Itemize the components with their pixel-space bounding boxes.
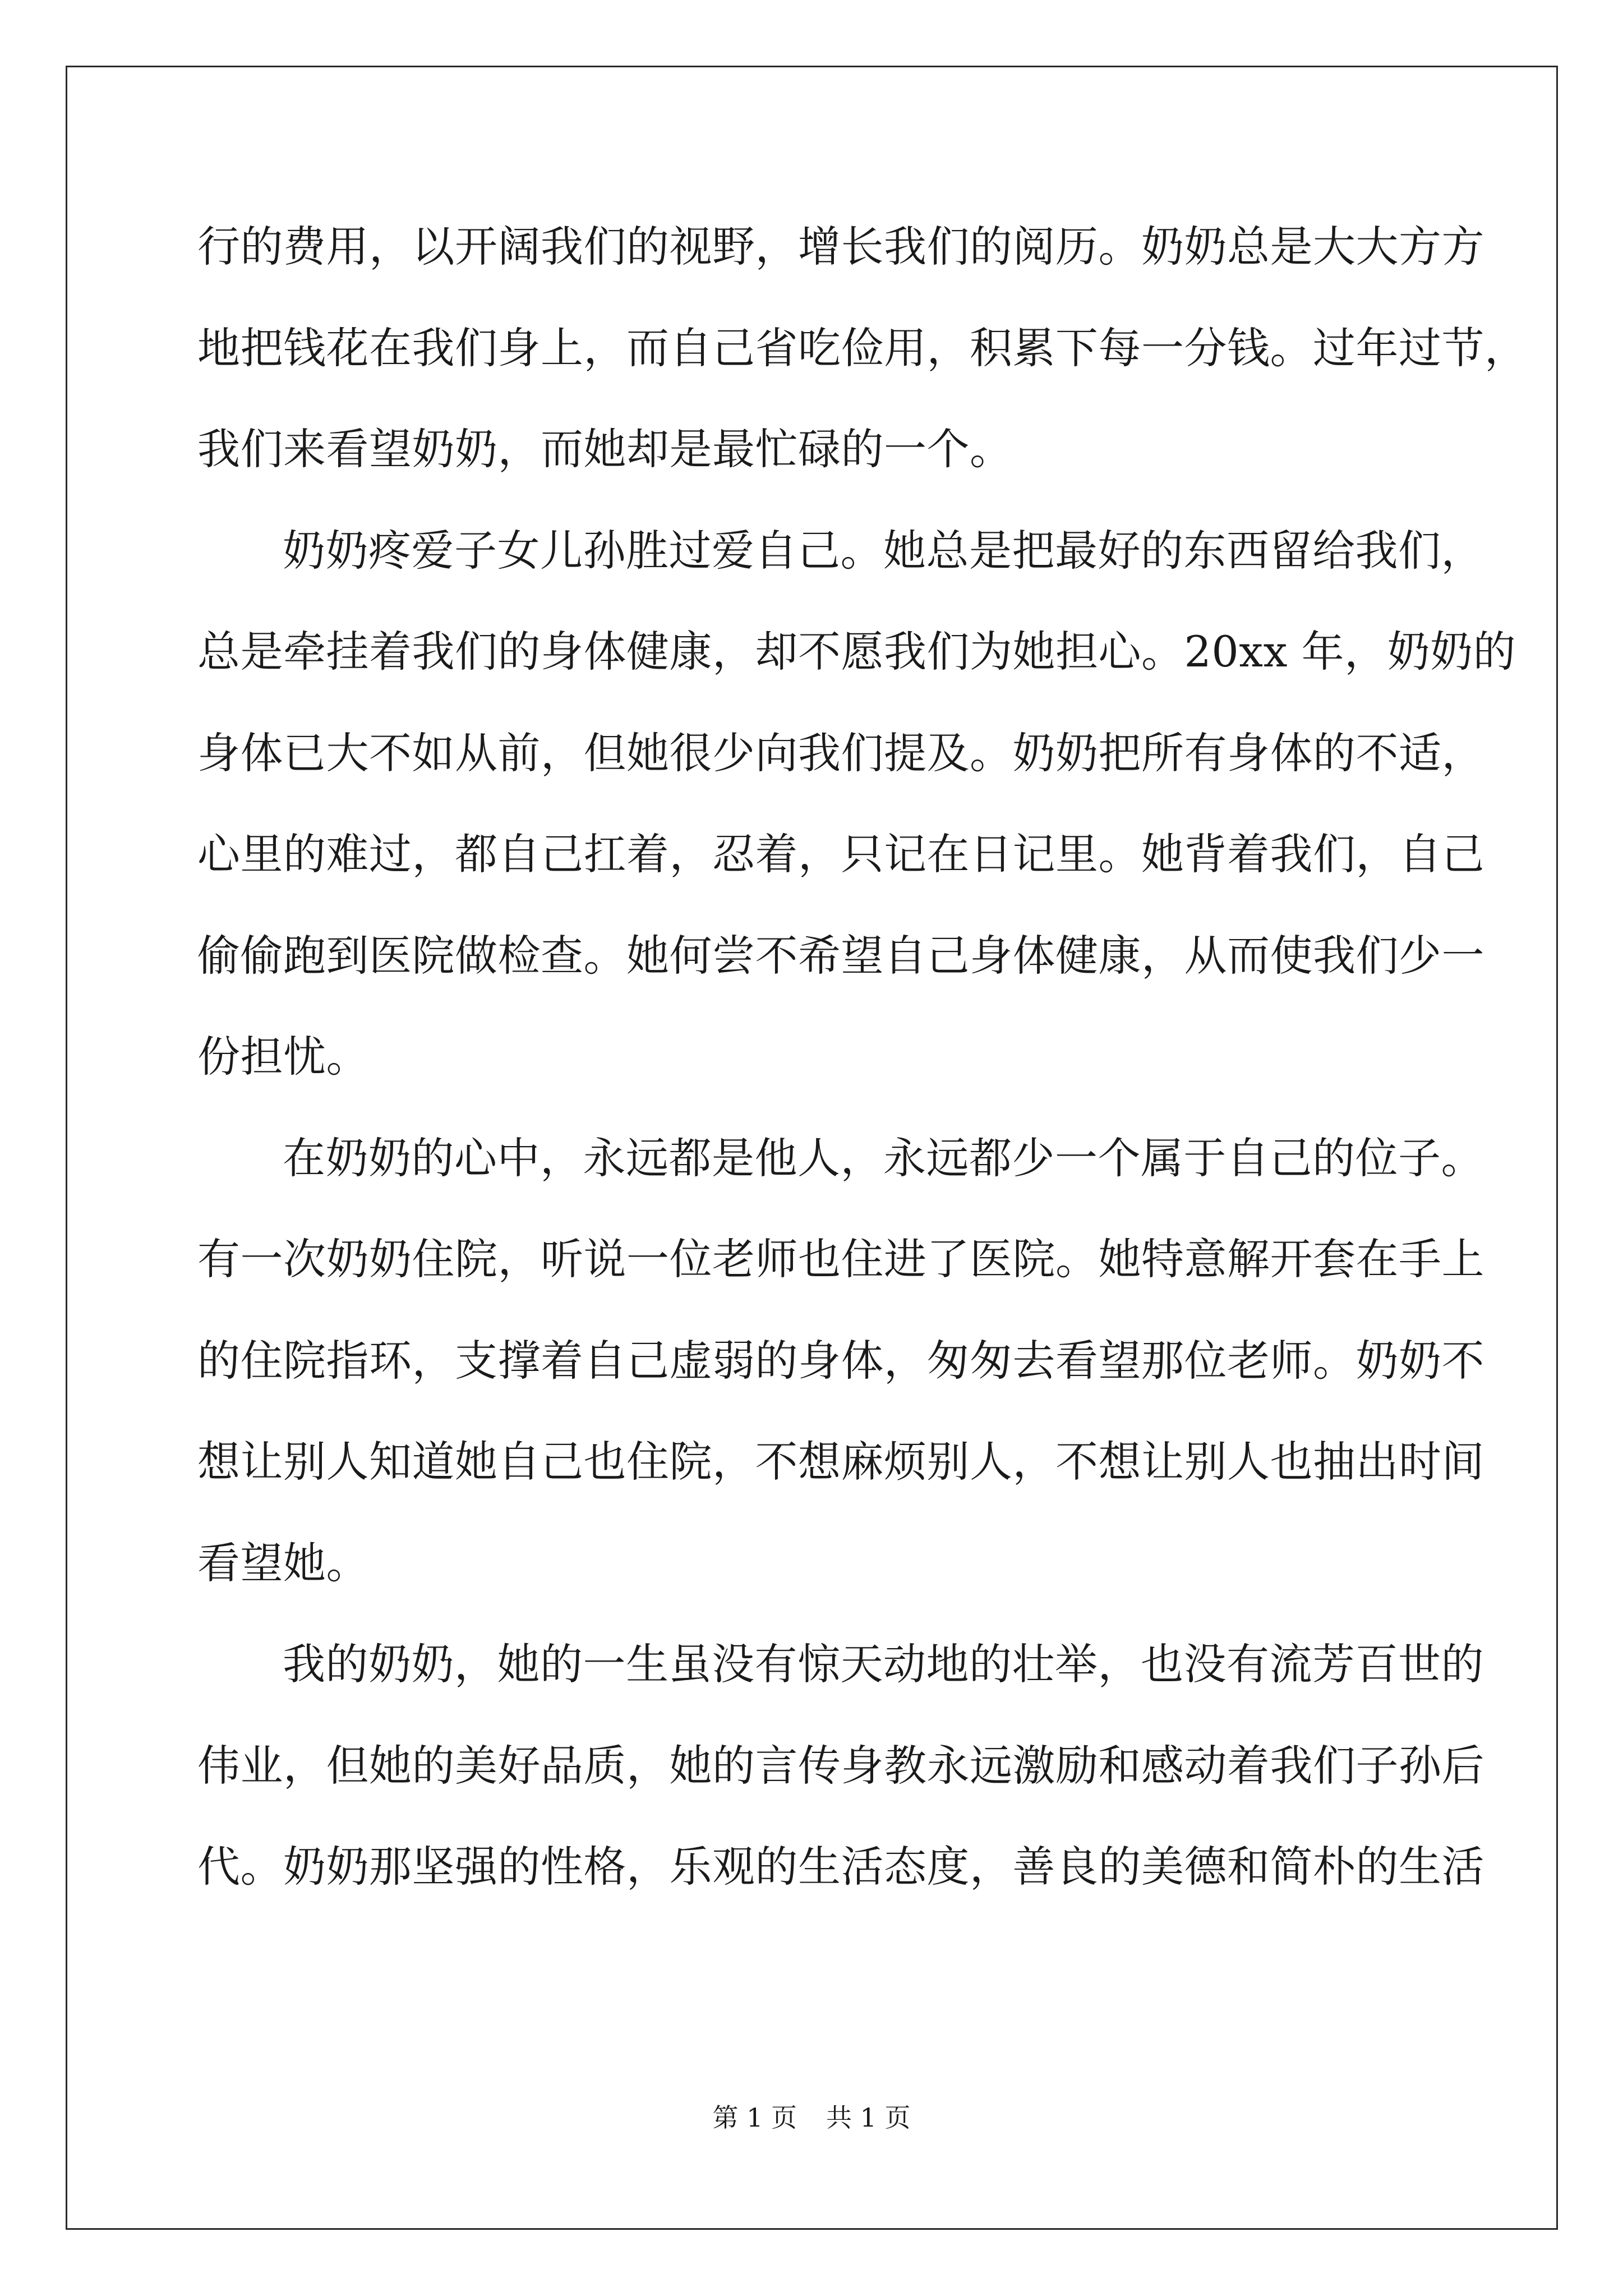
page-footer <box>0 2101 1623 2134</box>
text-line: 伟业，但她的美好品质，她的言传身教永远激励和感动着我们子孙后 <box>197 1740 1484 1791</box>
text-line: 总是牵挂着我们的身体健康，却不愿我们为她担心。20xx 年，奶奶的 <box>197 627 1516 677</box>
text-line: 偷偷跑到医院做检查。她何尝不希望自己身体健康，从而使我们少一 <box>197 930 1484 981</box>
page-number-total: 共 1 页 <box>826 2102 911 2133</box>
text-line: 行的费用，以开阔我们的视野，增长我们的阅历。奶奶总是大大方方 <box>197 222 1484 272</box>
text-line: 身体已大不如从前，但她很少向我们提及。奶奶把所有身体的不适， <box>197 728 1484 778</box>
text-line: 心里的难过，都自己扛着，忍着，只记在日记里。她背着我们，自己 <box>197 829 1484 879</box>
paragraph-first-line: 在奶奶的心中，永远都是他人，永远都少一个属于自己的位子。 <box>283 1133 1484 1183</box>
text-line: 看望她。 <box>197 1538 369 1588</box>
text-line: 我们来看望奶奶，而她却是最忙碌的一个。 <box>197 424 1013 474</box>
page-number-current: 第 1 页 <box>712 2102 797 2133</box>
text-line: 想让别人知道她自己也住院，不想麻烦别人，不想让别人也抽出时间 <box>197 1437 1484 1487</box>
document-body <box>197 213 1528 1935</box>
text-line: 代。奶奶那坚强的性格，乐观的生活态度，善良的美德和简朴的生活 <box>197 1842 1484 1892</box>
text-line: 地把钱花在我们身上，而自己省吃俭用，积累下每一分钱。过年过节， <box>197 323 1528 373</box>
paragraph-first-line: 我的奶奶，她的一生虽没有惊天动地的壮举，也没有流芳百世的 <box>283 1639 1484 1689</box>
paragraph-first-line: 奶奶疼爱子女儿孙胜过爱自己。她总是把最好的东西留给我们， <box>283 525 1484 576</box>
text-line: 份担忧。 <box>197 1032 369 1082</box>
text-line: 有一次奶奶住院，听说一位老师也住进了医院。她特意解开套在手上 <box>197 1234 1484 1284</box>
text-line: 的住院指环，支撑着自己虚弱的身体，匆匆去看望那位老师。奶奶不 <box>197 1335 1484 1386</box>
